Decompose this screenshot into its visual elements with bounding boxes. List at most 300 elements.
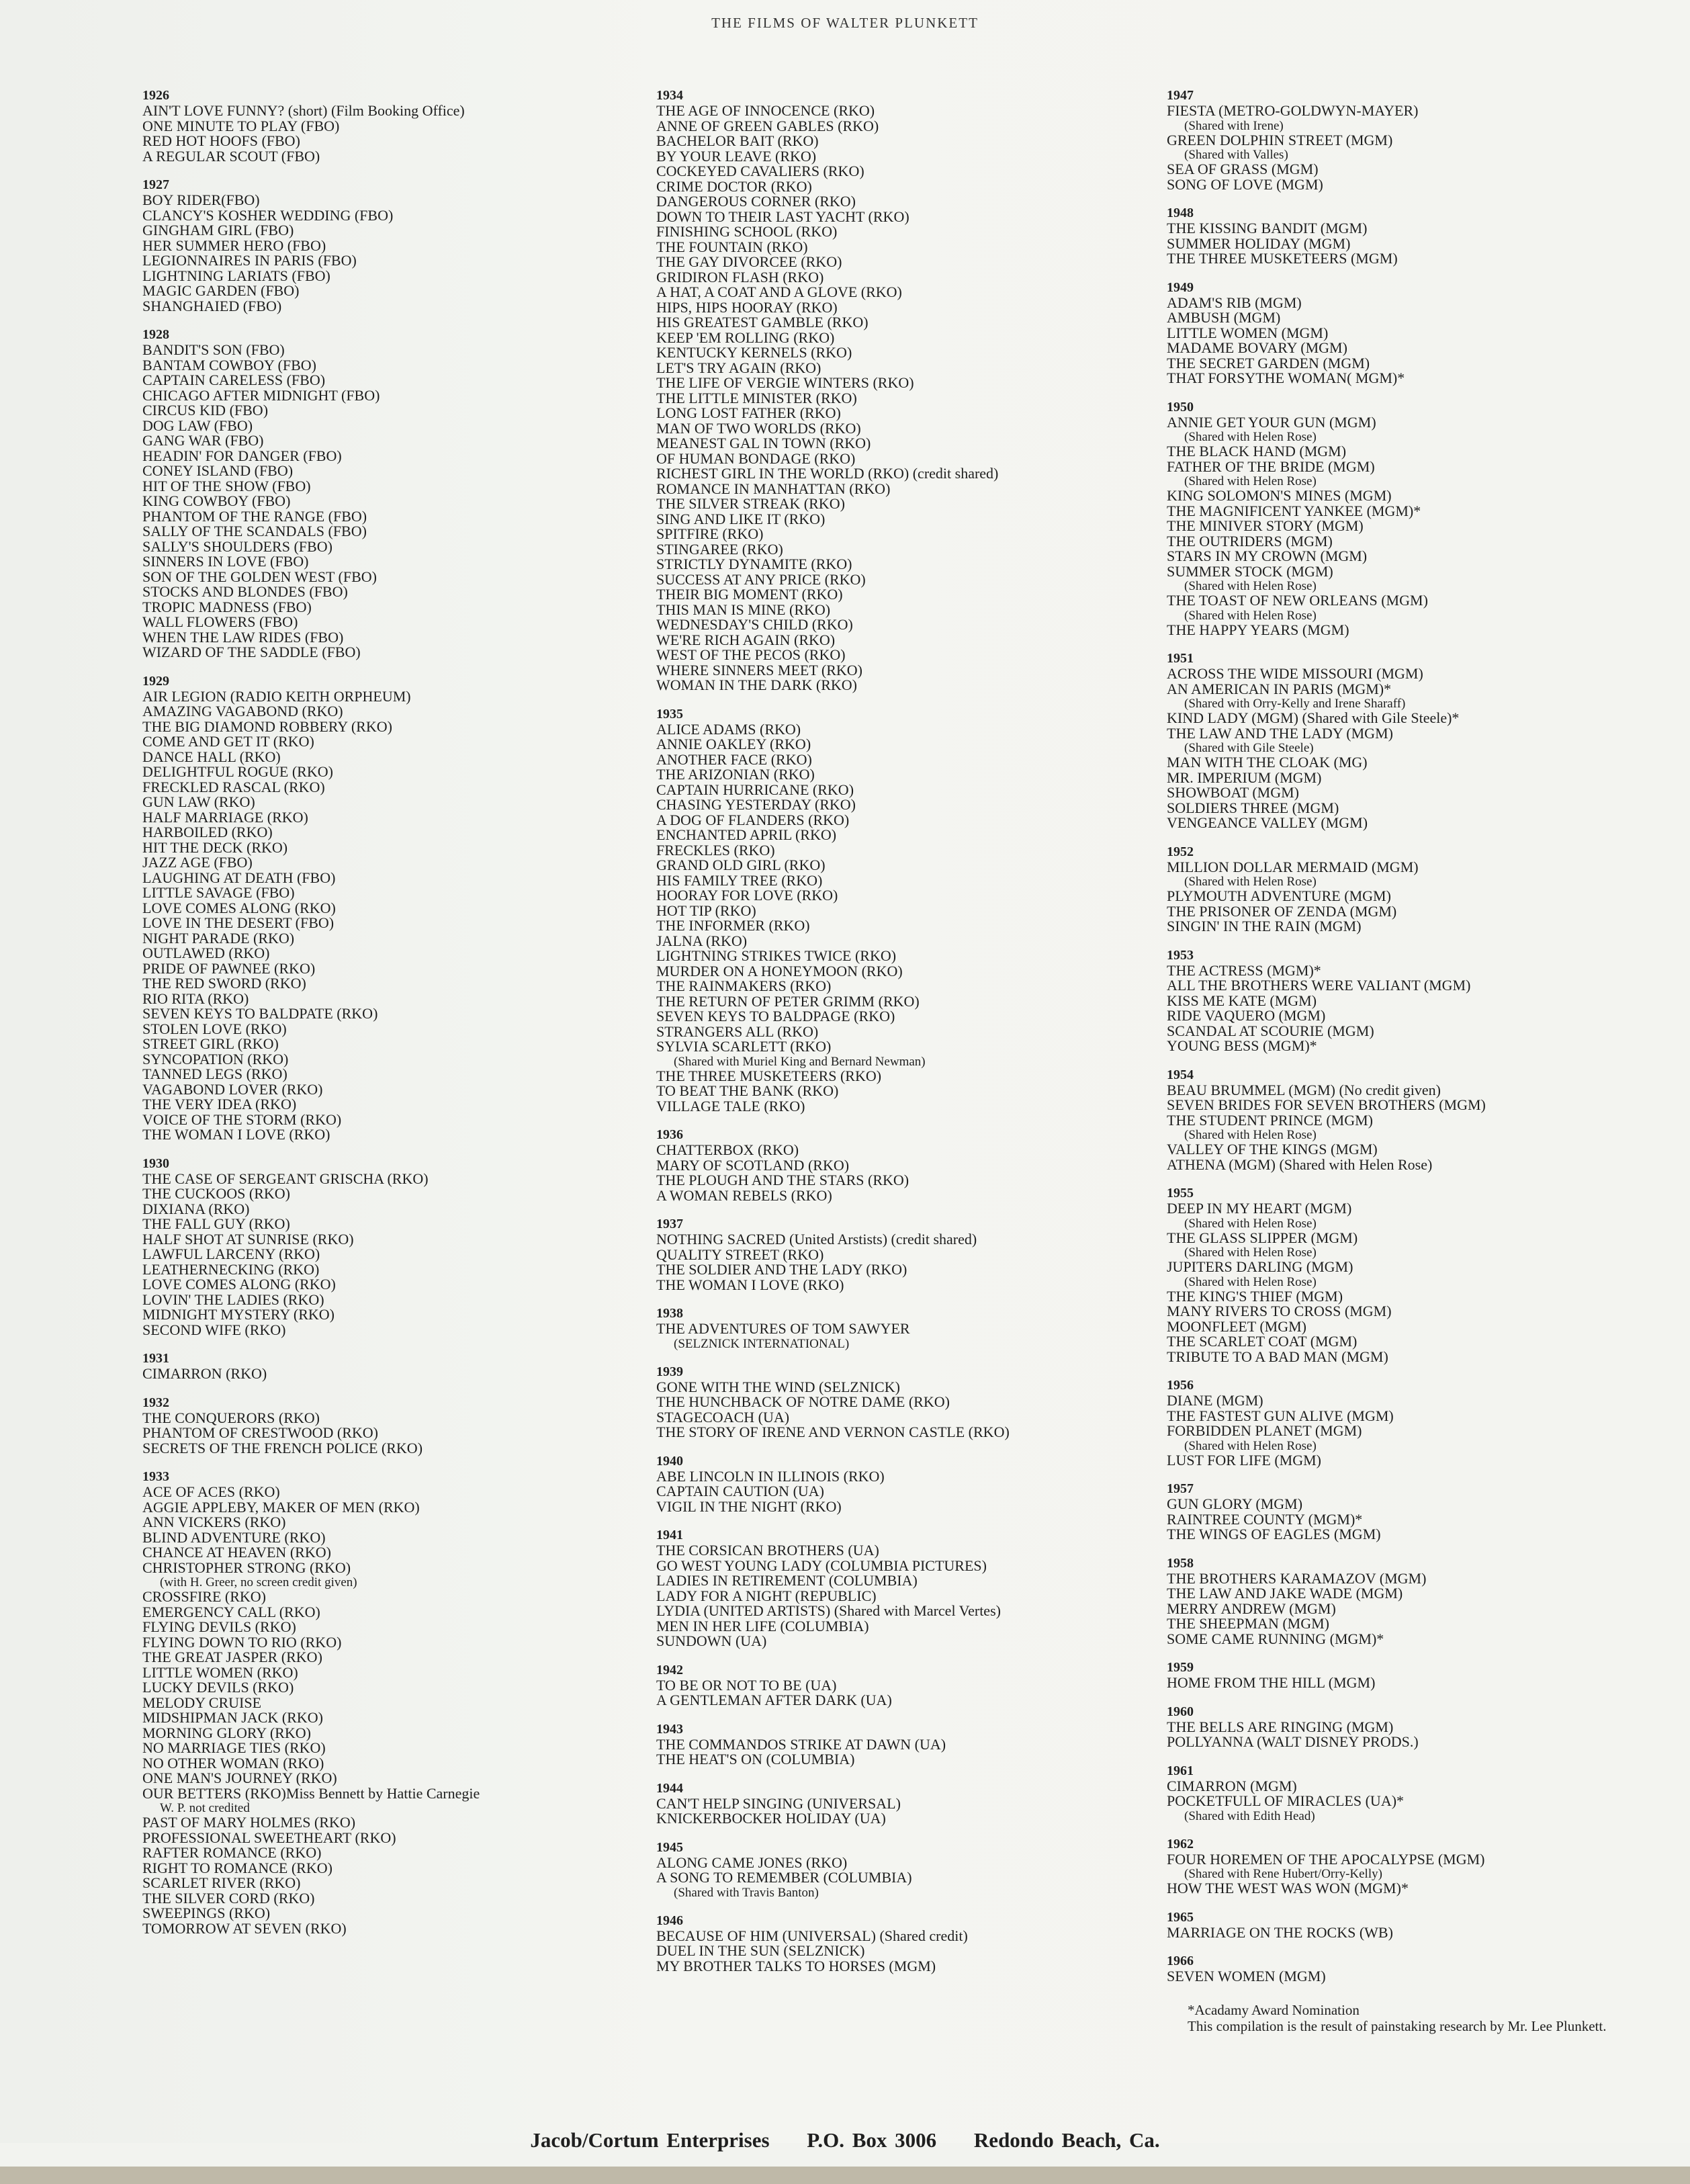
- year-heading: 1956: [1167, 1378, 1194, 1393]
- year-group: [656, 1839, 1194, 1900]
- film-entry: SYNCOPATION (RKO): [142, 1050, 289, 1067]
- film-entry: AGGIE APPLEBY, MAKER OF MEN (RKO): [142, 1498, 420, 1516]
- film-entry: ANOTHER FACE (RKO): [656, 750, 812, 768]
- film-entry: CAPTAIN CARELESS (FBO): [142, 372, 326, 388]
- year-group: [656, 1662, 1194, 1708]
- year-group: [1167, 1555, 1677, 1647]
- publisher-pobox: P.O. Box 3006: [807, 2128, 937, 2152]
- film-entry: THE SOLDIER AND THE LADY (RKO): [656, 1261, 907, 1278]
- film-entry: KENTUCKY KERNELS (RKO): [656, 344, 852, 361]
- film-entry: KEEP 'EM ROLLING (RKO): [656, 329, 835, 346]
- film-entry: ACE OF ACES (RKO): [142, 1483, 280, 1500]
- film-entry: BY YOUR LEAVE (RKO): [656, 147, 817, 165]
- film-entry: THE FASTEST GUN ALIVE (MGM): [1167, 1407, 1394, 1424]
- film-entry: NOTHING SACRED (United Arstists) (credit shared): [656, 1231, 977, 1248]
- year-heading: 1952: [1167, 844, 1194, 859]
- film-entry: THE CUCKOOS (RKO): [142, 1185, 290, 1202]
- film-entry: HALF SHOT AT SUNRISE (RKO): [142, 1230, 354, 1248]
- film-credit-note: (Shared with Edith Head): [1184, 1808, 1315, 1823]
- film-entry: RIO RITA (RKO): [142, 990, 249, 1007]
- film-entry: RIGHT TO ROMANCE (RKO): [142, 1859, 332, 1876]
- film-entry: THE WOMAN I LOVE (RKO): [656, 1276, 844, 1293]
- film-credit-note: (Shared with Helen Rose): [1184, 608, 1317, 623]
- film-entry: WEDNESDAY'S CHILD (RKO): [656, 616, 853, 633]
- film-credit-note: (Shared with Valles): [1184, 148, 1288, 162]
- film-entry: A SONG TO REMEMBER (COLUMBIA): [656, 1869, 912, 1886]
- film-entry: WE'RE RICH AGAIN (RKO): [656, 631, 836, 648]
- film-credit-note: (with H. Greer, no screen credit given): [160, 1575, 357, 1589]
- year-heading: 1955: [1167, 1186, 1194, 1200]
- film-entry: HIS GREATEST GAMBLE (RKO): [656, 314, 869, 331]
- year-heading: 1958: [1167, 1555, 1194, 1571]
- film-entry: THE GLASS SLIPPER (MGM): [1167, 1229, 1358, 1246]
- film-entry: THE CONQUERORS (RKO): [142, 1409, 320, 1426]
- film-entry: GREEN DOLPHIN STREET (MGM): [1167, 131, 1393, 148]
- film-entry: THE SCARLET COAT (MGM): [1167, 1333, 1358, 1350]
- year-heading: 1951: [1167, 651, 1194, 666]
- film-entry: ONE MINUTE TO PLAY (FBO): [142, 117, 340, 134]
- film-entry: OUTLAWED (RKO): [142, 945, 270, 961]
- film-entry: SWEEPINGS (RKO): [142, 1905, 271, 1921]
- film-entry: THE SECRET GARDEN (MGM): [1167, 354, 1370, 372]
- publisher-name: Jacob/Cortum Enterprises: [530, 2128, 770, 2152]
- film-entry: THE BROTHERS KARAMAZOV (MGM): [1167, 1569, 1427, 1587]
- film-entry: DANCE HALL (RKO): [142, 748, 281, 765]
- film-entry: MURDER ON A HONEYMOON (RKO): [656, 962, 903, 979]
- film-entry: LITTLE WOMEN (RKO): [142, 1663, 298, 1681]
- film-entry: HER SUMMER HERO (FBO): [142, 236, 326, 254]
- film-entry: JAZZ AGE (FBO): [142, 854, 253, 871]
- film-entry: LIGHTNING STRIKES TWICE (RKO): [656, 947, 897, 964]
- film-entry: LADIES IN RETIREMENT (COLUMBIA): [656, 1572, 918, 1589]
- film-entry: THE HUNCHBACK OF NOTRE DAME (RKO): [656, 1393, 950, 1410]
- film-entry: LAWFUL LARCENY (RKO): [142, 1246, 320, 1262]
- film-entry: DIANE (MGM): [1167, 1392, 1263, 1409]
- film-entry: ROMANCE IN MANHATTAN (RKO): [656, 480, 891, 497]
- film-entry: GRIDIRON FLASH (RKO): [656, 268, 824, 286]
- film-entry: HOME FROM THE HILL (MGM): [1167, 1674, 1376, 1691]
- film-entry: RIDE VAQUERO (MGM): [1167, 1007, 1326, 1024]
- page-title: THE FILMS OF WALTER PLUNKETT: [711, 15, 979, 31]
- film-entry: AIN'T LOVE FUNNY? (short) (Film Booking Office): [142, 102, 465, 119]
- film-entry: LONG LOST FATHER (RKO): [656, 404, 841, 421]
- film-entry: EMERGENCY CALL (RKO): [142, 1603, 320, 1620]
- film-entry: TANNED LEGS (RKO): [142, 1065, 287, 1082]
- film-entry: STOLEN LOVE (RKO): [142, 1020, 287, 1037]
- film-entry: LAUGHING AT DEATH (FBO): [142, 869, 336, 886]
- year-group: [142, 1395, 680, 1456]
- film-entry: KING COWBOY (FBO): [142, 492, 291, 509]
- film-entry: ANNIE GET YOUR GUN (MGM): [1167, 413, 1376, 431]
- film-entry: THE CASE OF SERGEANT GRISCHA (RKO): [142, 1170, 429, 1187]
- film-entry: GANG WAR (FBO): [142, 432, 264, 449]
- film-entry: FRECKLED RASCAL (RKO): [142, 778, 325, 795]
- film-entry: SALLY OF THE SCANDALS (FBO): [142, 523, 367, 539]
- film-column-2: [656, 87, 1194, 1986]
- film-entry: HEADIN' FOR DANGER (FBO): [142, 447, 342, 464]
- year-group: [1167, 1067, 1677, 1173]
- film-entry: THE THREE MUSKETEERS (MGM): [1167, 250, 1398, 267]
- film-entry: LEATHERNECKING (RKO): [142, 1260, 320, 1278]
- footnote-research-credit: This compilation is the result of painstaking research by Mr. Lee Plunkett.: [1188, 2018, 1607, 2034]
- film-entry: DEEP IN MY HEART (MGM): [1167, 1200, 1352, 1217]
- film-entry: GO WEST YOUNG LADY (COLUMBIA PICTURES): [656, 1557, 987, 1574]
- film-entry: ALL THE BROTHERS WERE VALIANT (MGM): [1167, 977, 1471, 994]
- film-entry: CROSSFIRE (RKO): [142, 1588, 266, 1605]
- film-entry: BLIND ADVENTURE (RKO): [142, 1528, 326, 1546]
- film-entry: STOCKS AND BLONDES (FBO): [142, 583, 348, 600]
- film-entry: NO MARRIAGE TIES (RKO): [142, 1739, 326, 1756]
- film-entry: THE STUDENT PRINCE (MGM): [1167, 1111, 1373, 1129]
- film-credit-note: (Shared with Rene Hubert/Orry-Kelly): [1184, 1867, 1382, 1881]
- film-entry: THE THREE MUSKETEERS (RKO): [656, 1067, 882, 1084]
- film-entry: PHANTOM OF CRESTWOOD (RKO): [142, 1424, 379, 1441]
- film-entry: COCKEYED CAVALIERS (RKO): [656, 163, 864, 179]
- year-group: [656, 1127, 1194, 1203]
- film-entry: TROPIC MADNESS (FBO): [142, 598, 312, 615]
- year-heading: 1938: [656, 1306, 683, 1321]
- year-heading: 1965: [1167, 1909, 1194, 1925]
- film-entry: FLYING DEVILS (RKO): [142, 1618, 296, 1635]
- film-entry: SONG OF LOVE (MGM): [1167, 175, 1323, 193]
- year-group: [1167, 650, 1677, 831]
- film-entry: DUEL IN THE SUN (SELZNICK): [656, 1942, 865, 1959]
- film-entry: LOVIN' THE LADIES (RKO): [142, 1291, 324, 1308]
- year-group: [142, 87, 680, 164]
- film-entry: WHERE SINNERS MEET (RKO): [656, 661, 862, 679]
- film-entry: THE PRISONER OF ZENDA (MGM): [1167, 902, 1397, 920]
- year-heading: 1930: [142, 1155, 169, 1171]
- film-entry: THE KING'S THIEF (MGM): [1167, 1287, 1343, 1305]
- film-entry: CRIME DOCTOR (RKO): [656, 177, 812, 195]
- footnote: [1188, 2002, 1617, 2034]
- film-credit-note: (Shared with Helen Rose): [1184, 1216, 1317, 1231]
- year-heading: 1934: [656, 88, 683, 103]
- year-heading: 1948: [1167, 206, 1194, 220]
- film-entry: AMAZING VAGABOND (RKO): [142, 703, 343, 719]
- year-group: [142, 177, 680, 314]
- film-entry: QUALITY STREET (RKO): [656, 1246, 824, 1263]
- film-credit-note: (Shared with Helen Rose): [1184, 474, 1317, 488]
- film-entry: SINGIN' IN THE RAIN (MGM): [1167, 918, 1362, 934]
- film-entry: MERRY ANDREW (MGM): [1167, 1600, 1336, 1617]
- film-entry: THE STORY OF IRENE AND VERNON CASTLE (RKO): [656, 1424, 1010, 1440]
- year-heading: 1946: [656, 1913, 683, 1928]
- film-entry: YOUNG BESS (MGM)*: [1167, 1037, 1317, 1054]
- film-entry: ALONG CAME JONES (RKO): [656, 1853, 848, 1871]
- film-entry: MR. IMPERIUM (MGM): [1167, 769, 1322, 786]
- film-entry: THAT FORSYTHE WOMAN( MGM)*: [1167, 369, 1405, 386]
- film-entry: PLYMOUTH ADVENTURE (MGM): [1167, 887, 1391, 904]
- film-entry: THE RETURN OF PETER GRIMM (RKO): [656, 992, 920, 1010]
- film-entry: THE BLACK HAND (MGM): [1167, 443, 1347, 460]
- year-heading: 1931: [142, 1351, 169, 1366]
- film-entry: THE LAW AND JAKE WADE (MGM): [1167, 1585, 1403, 1602]
- film-entry: HIT OF THE SHOW (FBO): [142, 477, 311, 494]
- year-heading: 1928: [142, 327, 169, 342]
- film-entry: SUMMER HOLIDAY (MGM): [1167, 234, 1351, 252]
- year-group: [1167, 947, 1677, 1054]
- film-entry: SEA OF GRASS (MGM): [1167, 161, 1319, 177]
- year-heading: 1940: [656, 1453, 683, 1469]
- film-entry: STAGECOACH (UA): [656, 1408, 790, 1426]
- film-entry: BACHELOR BAIT (RKO): [656, 132, 819, 149]
- film-entry: CAPTAIN HURRICANE (RKO): [656, 781, 854, 798]
- film-entry: TO BEAT THE BANK (RKO): [656, 1082, 839, 1099]
- film-entry: WIZARD OF THE SADDLE (FBO): [142, 644, 361, 660]
- year-heading: 1950: [1167, 399, 1194, 414]
- film-entry: MARRIAGE ON THE ROCKS (WB): [1167, 1923, 1393, 1941]
- film-entry: AMBUSH (MGM): [1167, 309, 1281, 326]
- table-surface: [0, 2167, 1690, 2184]
- year-group: [656, 87, 1194, 693]
- year-group: [1167, 1836, 1677, 1896]
- film-credit-note: (Shared with Helen Rose): [1184, 1438, 1317, 1453]
- film-credit-note: (Shared with Helen Rose): [1184, 1128, 1317, 1142]
- film-entry: THE TOAST OF NEW ORLEANS (MGM): [1167, 592, 1428, 609]
- film-entry: MADAME BOVARY (MGM): [1167, 339, 1347, 356]
- film-entry: CHANCE AT HEAVEN (RKO): [142, 1544, 331, 1561]
- film-entry: ANNIE OAKLEY (RKO): [656, 736, 811, 752]
- film-entry: SCANDAL AT SCOURIE (MGM): [1167, 1022, 1374, 1039]
- film-entry: SOME CAME RUNNING (MGM)*: [1167, 1630, 1384, 1647]
- film-entry: THE KISSING BANDIT (MGM): [1167, 220, 1368, 236]
- film-entry: GINGHAM GIRL (FBO): [142, 222, 294, 238]
- year-heading: 1943: [656, 1721, 683, 1737]
- film-entry: VAGABOND LOVER (RKO): [142, 1080, 323, 1098]
- film-entry: CHRISTOPHER STRONG (RKO): [142, 1559, 351, 1576]
- film-entry: STRICTLY DYNAMITE (RKO): [656, 556, 852, 572]
- film-entry: LOVE COMES ALONG (RKO): [142, 1276, 336, 1293]
- year-group: [142, 326, 680, 660]
- year-group: [1167, 1185, 1677, 1364]
- film-entry: THE SILVER STREAK (RKO): [656, 495, 845, 512]
- film-entry: THIS MAN IS MINE (RKO): [656, 601, 831, 618]
- film-column-3: [1167, 87, 1677, 1997]
- film-entry: SEVEN BRIDES FOR SEVEN BROTHERS (MGM): [1167, 1096, 1486, 1113]
- film-entry: DIXIANA (RKO): [142, 1200, 250, 1217]
- film-entry: STARS IN MY CROWN (MGM): [1167, 548, 1368, 564]
- film-entry: SUMMER STOCK (MGM): [1167, 562, 1333, 580]
- film-entry: POLLYANNA (WALT DISNEY PRODS.): [1167, 1733, 1419, 1750]
- film-entry: MAN OF TWO WORLDS (RKO): [656, 419, 861, 437]
- year-group: [142, 1350, 680, 1382]
- film-entry: OUR BETTERS (RKO)Miss Bennett by Hattie Carnegie: [142, 1784, 480, 1802]
- film-entry: BEAU BRUMMEL (MGM) (No credit given): [1167, 1081, 1441, 1098]
- film-entry: LOVE COMES ALONG (RKO): [142, 899, 336, 916]
- film-entry: THE BELLS ARE RINGING (MGM): [1167, 1718, 1394, 1735]
- film-entry: THE FOUNTAIN (RKO): [656, 238, 808, 255]
- film-credit-note: W. P. not credited: [160, 1801, 250, 1815]
- year-heading: 1932: [142, 1395, 169, 1410]
- film-entry: LYDIA (UNITED ARTISTS) (Shared with Marcel Vertes): [656, 1602, 1001, 1619]
- film-entry: TOMORROW AT SEVEN (RKO): [142, 1919, 347, 1937]
- film-entry: LITTLE SAVAGE (FBO): [142, 884, 295, 901]
- year-heading: 1945: [656, 1839, 683, 1855]
- film-entry: GUN LAW (RKO): [142, 793, 255, 810]
- film-credit-note: (Shared with Irene): [1184, 118, 1284, 133]
- film-entry: ADAM'S RIB (MGM): [1167, 294, 1302, 311]
- year-heading: 1957: [1167, 1481, 1194, 1496]
- film-entry: GUN GLORY (MGM): [1167, 1495, 1303, 1512]
- film-entry: THE BIG DIAMOND ROBBERY (RKO): [142, 717, 392, 735]
- film-credit-note: (Shared with Travis Banton): [674, 1885, 819, 1900]
- film-entry: SON OF THE GOLDEN WEST (FBO): [142, 568, 377, 585]
- film-entry: FINISHING SCHOOL (RKO): [656, 223, 838, 240]
- film-entry: GONE WITH THE WIND (SELZNICK): [656, 1378, 900, 1395]
- film-entry: PROFESSIONAL SWEETHEART (RKO): [142, 1829, 396, 1846]
- film-entry: PRIDE OF PAWNEE (RKO): [142, 959, 316, 977]
- film-entry: GRAND OLD GIRL (RKO): [656, 857, 826, 873]
- year-heading: 1949: [1167, 279, 1194, 295]
- year-group: [142, 673, 680, 1143]
- film-entry: THE RAINMAKERS (RKO): [656, 977, 832, 994]
- film-entry: HARBOILED (RKO): [142, 824, 273, 840]
- year-group: [1167, 1953, 1677, 1984]
- film-credit-note: (SELZNICK INTERNATIONAL): [674, 1336, 850, 1351]
- year-heading: 1937: [656, 1217, 683, 1231]
- year-heading: 1944: [656, 1780, 683, 1796]
- film-entry: POCKETFULL OF MIRACLES (UA)*: [1167, 1792, 1405, 1809]
- film-entry: PHANTOM OF THE RANGE (FBO): [142, 507, 367, 525]
- year-heading: 1953: [1167, 947, 1194, 963]
- film-entry: SUNDOWN (UA): [656, 1632, 767, 1649]
- year-group: [1167, 1763, 1677, 1823]
- year-group: [1167, 1704, 1677, 1750]
- film-entry: DANGEROUS CORNER (RKO): [656, 193, 856, 210]
- year-group: [656, 1780, 1194, 1827]
- film-entry: LUCKY DEVILS (RKO): [142, 1679, 294, 1696]
- film-entry: CIMARRON (MGM): [1167, 1777, 1297, 1794]
- film-entry: SING AND LIKE IT (RKO): [656, 510, 826, 527]
- film-column-1: [142, 87, 680, 1949]
- year-heading: 1942: [656, 1662, 683, 1677]
- year-heading: 1929: [142, 673, 169, 689]
- film-entry: LITTLE WOMEN (MGM): [1167, 324, 1329, 341]
- year-heading: 1926: [142, 88, 169, 103]
- film-entry: DELIGHTFUL ROGUE (RKO): [142, 763, 333, 780]
- film-entry: KING SOLOMON'S MINES (MGM): [1167, 487, 1392, 504]
- film-entry: HOW THE WEST WAS WON (MGM)*: [1167, 1880, 1409, 1896]
- year-group: [142, 1469, 680, 1936]
- film-entry: JALNA (RKO): [656, 932, 748, 949]
- film-entry: MORNING GLORY (RKO): [142, 1724, 311, 1741]
- film-entry: A WOMAN REBELS (RKO): [656, 1186, 832, 1204]
- film-entry: SEVEN WOMEN (MGM): [1167, 1968, 1326, 1984]
- year-group: [656, 1305, 1194, 1351]
- year-group: [142, 1155, 680, 1338]
- film-entry: JUPITERS DARLING (MGM): [1167, 1258, 1353, 1275]
- film-entry: MANY RIVERS TO CROSS (MGM): [1167, 1303, 1392, 1319]
- year-group: [1167, 1659, 1677, 1691]
- film-entry: ENCHANTED APRIL (RKO): [656, 826, 837, 843]
- film-entry: THE HEAT'S ON (COLUMBIA): [656, 1751, 855, 1767]
- film-entry: ANNE OF GREEN GABLES (RKO): [656, 117, 879, 134]
- film-entry: LADY FOR A NIGHT (REPUBLIC): [656, 1587, 877, 1604]
- film-entry: FOUR HOREMEN OF THE APOCALYPSE (MGM): [1167, 1850, 1485, 1868]
- publisher-city: Redondo Beach, Ca.: [973, 2128, 1160, 2152]
- year-group: [1167, 844, 1677, 934]
- film-entry: ABE LINCOLN IN ILLINOIS (RKO): [656, 1467, 885, 1485]
- film-entry: WHEN THE LAW RIDES (FBO): [142, 628, 344, 646]
- film-entry: HALF MARRIAGE (RKO): [142, 808, 308, 826]
- film-entry: HOT TIP (RKO): [656, 902, 756, 919]
- film-entry: MAN WITH THE CLOAK (MG): [1167, 754, 1368, 771]
- film-entry: THE ACTRESS (MGM)*: [1167, 961, 1321, 979]
- year-heading: 1962: [1167, 1836, 1194, 1851]
- film-entry: TO BE OR NOT TO BE (UA): [656, 1676, 837, 1694]
- film-entry: HIT THE DECK (RKO): [142, 838, 288, 856]
- year-group: [1167, 279, 1677, 386]
- film-entry: THE VERY IDEA (RKO): [142, 1096, 297, 1112]
- film-entry: CONEY ISLAND (FBO): [142, 462, 294, 479]
- year-heading: 1936: [656, 1127, 683, 1142]
- film-entry: SUCCESS AT ANY PRICE (RKO): [656, 570, 866, 588]
- film-entry: FIESTA (METRO-GOLDWYN-MAYER): [1167, 102, 1419, 119]
- film-credit-note: (Shared with Helen Rose): [1184, 579, 1317, 593]
- year-group: [656, 1216, 1194, 1293]
- film-entry: THE INFORMER (RKO): [656, 917, 810, 934]
- film-credit-note: (Shared with Helen Rose): [1184, 1246, 1317, 1260]
- film-entry: A GENTLEMAN AFTER DARK (UA): [656, 1692, 892, 1708]
- film-entry: TRIBUTE TO A BAD MAN (MGM): [1167, 1348, 1388, 1365]
- film-entry: THE FALL GUY (RKO): [142, 1215, 290, 1232]
- film-entry: VILLAGE TALE (RKO): [656, 1097, 805, 1115]
- film-entry: PAST OF MARY HOLMES (RKO): [142, 1814, 356, 1831]
- year-group: [1167, 1377, 1677, 1468]
- film-entry: MEN IN HER LIFE (COLUMBIA): [656, 1617, 869, 1634]
- film-entry: FATHER OF THE BRIDE (MGM): [1167, 457, 1375, 475]
- film-entry: DOWN TO THEIR LAST YACHT (RKO): [656, 208, 909, 225]
- film-credit-note: (Shared with Muriel King and Bernard Newman): [674, 1054, 926, 1069]
- year-heading: 1941: [656, 1528, 683, 1542]
- film-entry: CIMARRON (RKO): [142, 1365, 267, 1382]
- film-entry: THE LIFE OF VERGIE WINTERS (RKO): [656, 374, 914, 391]
- film-entry: THE COMMANDOS STRIKE AT DAWN (UA): [656, 1735, 946, 1753]
- film-entry: SECRETS OF THE FRENCH POLICE (RKO): [142, 1439, 423, 1456]
- film-entry: ATHENA (MGM) (Shared with Helen Rose): [1167, 1155, 1433, 1173]
- film-entry: MAGIC GARDEN (FBO): [142, 282, 300, 299]
- film-credit-note: (Shared with Helen Rose): [1184, 875, 1317, 889]
- film-entry: LEGIONNAIRES IN PARIS (FBO): [142, 252, 357, 269]
- year-heading: 1947: [1167, 88, 1194, 103]
- film-entry: RAFTER ROMANCE (RKO): [142, 1844, 322, 1861]
- film-entry: BANDIT'S SON (FBO): [142, 341, 285, 358]
- film-entry: FLYING DOWN TO RIO (RKO): [142, 1633, 342, 1651]
- film-entry: THE HAPPY YEARS (MGM): [1167, 621, 1349, 638]
- film-entry: VOICE OF THE STORM (RKO): [142, 1110, 342, 1128]
- year-heading: 1939: [656, 1364, 683, 1379]
- year-group: [656, 1721, 1194, 1767]
- film-entry: ACROSS THE WIDE MISSOURI (MGM): [1167, 665, 1423, 682]
- film-entry: LET'S TRY AGAIN (RKO): [656, 359, 821, 376]
- film-entry: STINGAREE (RKO): [656, 540, 783, 558]
- film-entry: THE RED SWORD (RKO): [142, 975, 306, 992]
- film-entry: LIGHTNING LARIATS (FBO): [142, 267, 330, 284]
- film-entry: LOVE IN THE DESERT (FBO): [142, 914, 335, 931]
- year-group: [656, 1913, 1194, 1974]
- film-entry: VALLEY OF THE KINGS (MGM): [1167, 1141, 1378, 1157]
- year-heading: 1961: [1167, 1763, 1194, 1778]
- film-entry: MIDSHIPMAN JACK (RKO): [142, 1709, 323, 1726]
- film-entry: RAINTREE COUNTY (MGM)*: [1167, 1510, 1363, 1528]
- film-entry: THE SILVER CORD (RKO): [142, 1889, 315, 1907]
- film-entry: KNICKERBOCKER HOLIDAY (UA): [656, 1810, 886, 1827]
- film-entry: THE ARIZONIAN (RKO): [656, 766, 815, 783]
- year-heading: 1933: [142, 1469, 169, 1484]
- film-entry: NIGHT PARADE (RKO): [142, 929, 295, 947]
- year-group: [1167, 87, 1677, 192]
